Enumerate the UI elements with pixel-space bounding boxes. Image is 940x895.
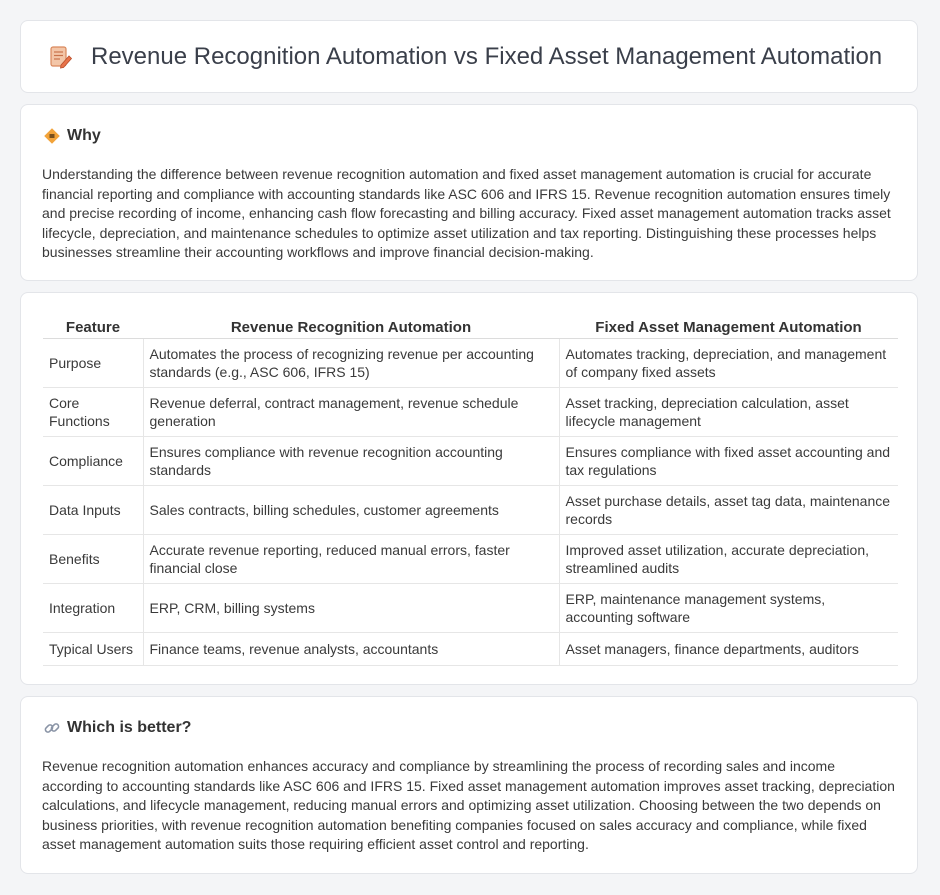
- which-is-better-section: [20, 696, 918, 874]
- row-feature: Benefits: [43, 535, 143, 584]
- table-row: [43, 339, 898, 388]
- row-feature: Core Functions: [43, 388, 143, 437]
- row-fixed-asset-value: Automates tracking, depreciation, and management of company fixed assets: [559, 339, 898, 388]
- row-fixed-asset-value: Ensures compliance with fixed asset accounting and tax regulations: [559, 437, 898, 486]
- table-header-row: [43, 316, 898, 339]
- header-fixed-asset: Fixed Asset Management Automation: [559, 316, 898, 339]
- why-text: Understanding the difference between revenue recognition automation and fixed asset management automation is crucial for accurate financial reporting and compliance with accounting standards like ASC 606 and IFRS 15. Revenue recognition automation ensures timely and precise recording of income, enhancing cash flow forecasting and billing accuracy. Fixed asset management automation tracks asset lifecycle, depreciation, and maintenance schedules to optimize asset utilization and tax reporting. Distinguishing these processes helps businesses streamline their accounting workflows and improve financial decision-making.: [42, 166, 891, 261]
- row-fixed-asset-value: Asset managers, finance departments, auditors: [559, 633, 898, 666]
- diamond-warning-icon: [43, 127, 61, 145]
- header-card: [20, 20, 918, 93]
- header-revenue: Revenue Recognition Automation: [143, 316, 559, 339]
- row-fixed-asset-value: Asset tracking, depreciation calculation, asset lifecycle management: [559, 388, 898, 437]
- table-row: [43, 388, 898, 437]
- table-row: [43, 486, 898, 535]
- row-fixed-asset-value: Asset purchase details, asset tag data, maintenance records: [559, 486, 898, 535]
- document-pencil-icon: [47, 44, 73, 70]
- row-feature: Typical Users: [43, 633, 143, 666]
- table-row: [43, 535, 898, 584]
- row-feature: Integration: [43, 584, 143, 633]
- row-feature: Purpose: [43, 339, 143, 388]
- row-revenue-value: ERP, CRM, billing systems: [143, 584, 559, 633]
- row-revenue-value: Sales contracts, billing schedules, customer agreements: [143, 486, 559, 535]
- row-revenue-value: Ensures compliance with revenue recognition accounting standards: [143, 437, 559, 486]
- why-section: [20, 104, 918, 281]
- table-row: [43, 584, 898, 633]
- better-text: Revenue recognition automation enhances accuracy and compliance by streamlining the process of recording sales and income according to accounting standards like ASC 606 and IFRS 15. Fixed asset management automation improves asset tracking, depreciation calculations, and lifecycle management, reducing manual errors and optimizing asset utilization. Choosing between the two depends on business priorities, with revenue recognition automation benefiting companies focused on sales accuracy and compliance, while fixed asset management automation suits those requiring efficient asset control and reporting.: [42, 758, 895, 853]
- why-title: Why: [67, 127, 101, 144]
- table-row: [43, 633, 898, 666]
- comparison-table: [43, 316, 898, 666]
- row-revenue-value: Finance teams, revenue analysts, accountants: [143, 633, 559, 666]
- link-icon: [43, 719, 61, 737]
- better-title: Which is better?: [67, 719, 192, 736]
- page-title: Revenue Recognition Automation vs Fixed Asset Management Automation: [91, 42, 883, 70]
- row-revenue-value: Accurate revenue reporting, reduced manual errors, faster financial close: [143, 535, 559, 584]
- row-feature: Compliance: [43, 437, 143, 486]
- row-fixed-asset-value: ERP, maintenance management systems, accounting software: [559, 584, 898, 633]
- row-revenue-value: Automates the process of recognizing revenue per accounting standards (e.g., ASC 606, IFRS 15): [143, 339, 559, 388]
- row-fixed-asset-value: Improved asset utilization, accurate depreciation, streamlined audits: [559, 535, 898, 584]
- row-feature: Data Inputs: [43, 486, 143, 535]
- row-revenue-value: Revenue deferral, contract management, revenue schedule generation: [143, 388, 559, 437]
- header-feature: Feature: [43, 316, 143, 339]
- comparison-table-card: [20, 292, 918, 685]
- table-row: [43, 437, 898, 486]
